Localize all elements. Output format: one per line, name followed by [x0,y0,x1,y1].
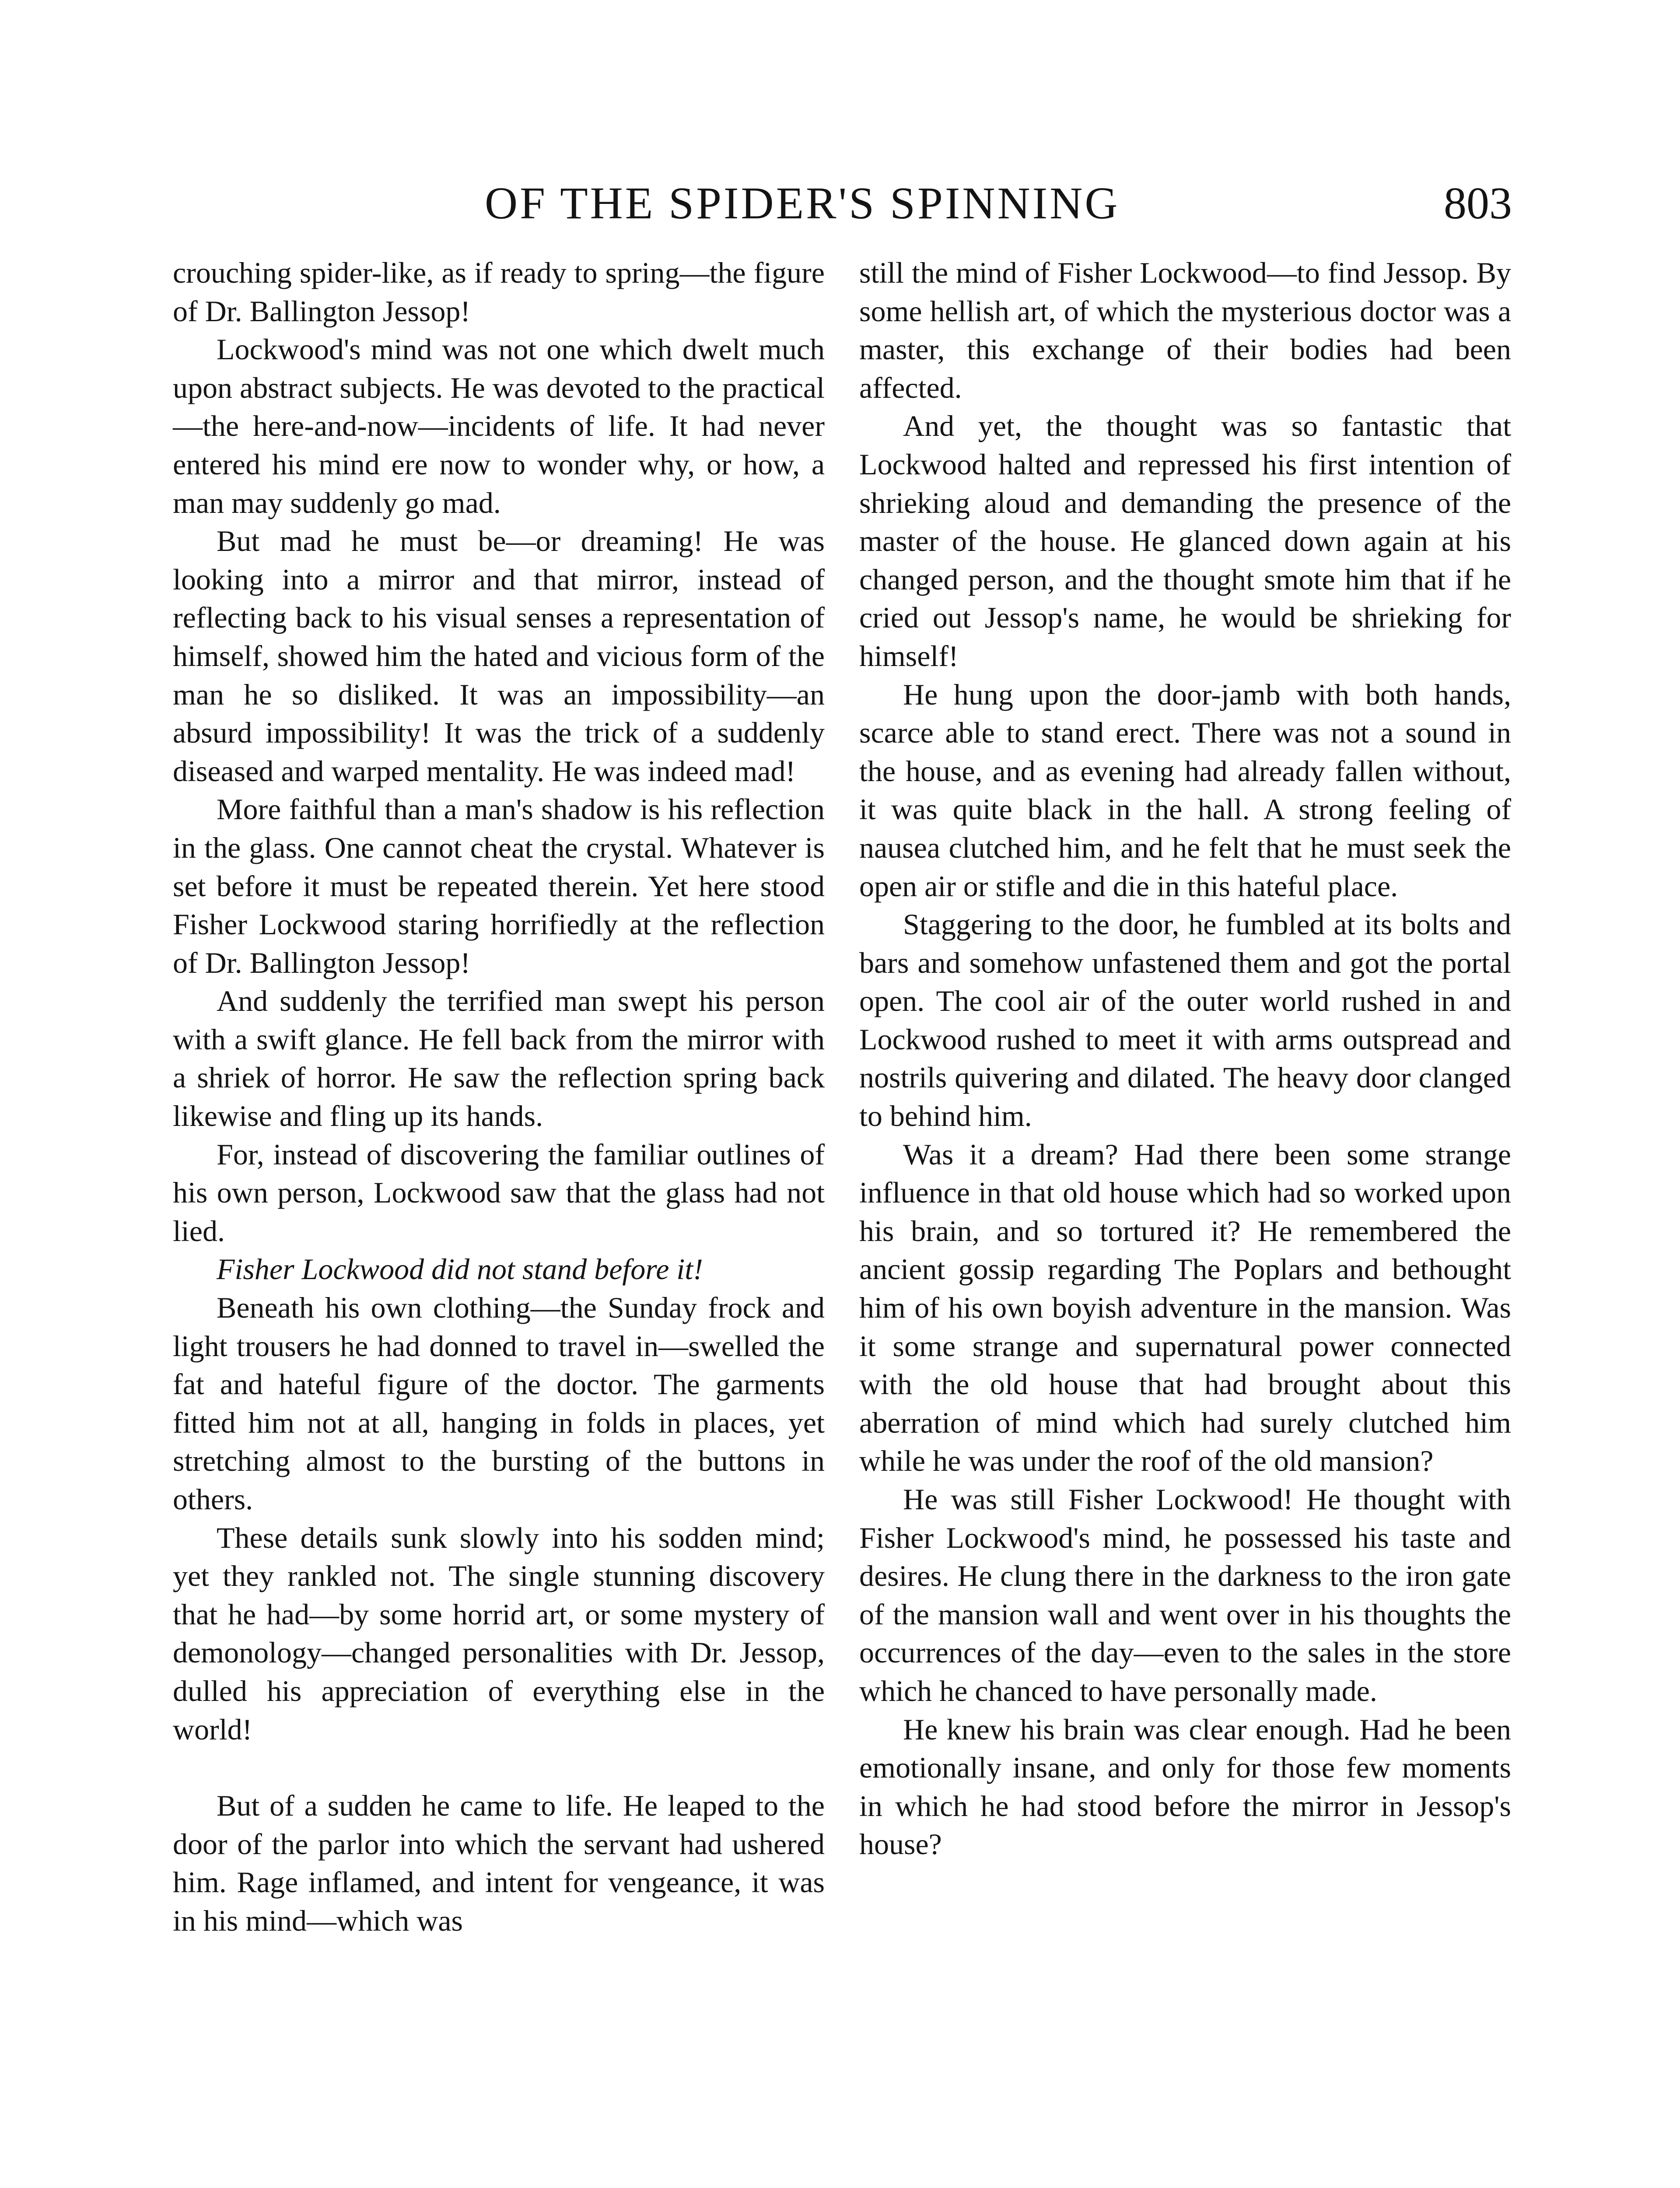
left-column [173,254,825,1940]
paragraph: He was still Fisher Lockwood! He thought with Fisher Lockwood's mind, he possessed his taste and desires. He clung there in the darkness to the iron gate of the mansion wall and went over in his thoughts the occurrences of the day—even to the sales in the store which he chanced to have personally made. [859,1483,1511,1708]
paragraph: Beneath his own clothing—the Sunday frock and light trousers he had donned to travel in—swelled the fat and hateful figure of the doctor. The garments fitted him not at all, hanging in folds in places, yet stretching almost to the bursting of the buttons in others. [173,1291,825,1516]
paragraph: crouching spider-like, as if ready to spring—the figure of Dr. Ballington Jessop! [173,256,825,328]
italic-paragraph [173,1250,825,1289]
paragraph: Was it a dream? Had there been some strange influence in that old house which had so worked upon his brain, and so tortured it? He remembered the ancient gossip regarding The Poplars and bethought him of his own boyish adventure in the mansion. Was it some strange and supernatural power connected with the old house that had brought about this aberration of mind which had surely clutched him while he was under the roof of the old mansion? [859,1137,1511,1478]
paragraph: More faithful than a man's shadow is his reflection in the glass. One cannot cheat the crystal. Whatever is set before it must be repeated therein. Yet here stood Fisher Lockwood staring horrifiedly at the reflection of Dr. Ballington Jessop! [173,792,825,979]
paragraph: He knew his brain was clear enough. Had he been emotionally insane, and only for those few moments in which he had stood before the mirror in Jessop's house? [859,1712,1511,1861]
running-header [0,171,1680,236]
italic-text: Fisher Lockwood did not stand before it! [217,1252,703,1286]
page-number: 803 [1444,178,1512,228]
paragraph: And suddenly the terrified man swept his person with a swift glance. He fell back from the mirror with a shriek of horror. He saw the reflection spring back likewise and fling up its hands. [173,984,825,1133]
paragraph: He hung upon the door-jamb with both hands, scarce able to stand erect. There was not a sound in the house, and as evening had already fallen without, it was quite black in the hall. A strong feeling of nausea clutched him, and he felt that he must seek the open air or stifle and die in this hateful place. [859,677,1511,903]
paragraph: But mad he must be—or dreaming! He was looking into a mirror and that mirror, instead of reflecting back to his visual senses a representation of himself, showed him the hated and vicious form of the man he so disliked. It was an impossibility—an absurd impossibility! It was the trick of a suddenly diseased and warped mentality. He was indeed mad! [173,524,825,788]
paragraph: Lockwood's mind was not one which dwelt much upon abstract subjects. He was devoted to the practical—the here-and-now—incidents of life. It had never entered his mind ere now to wonder why, or how, a man may suddenly go mad. [173,333,825,519]
paragraph: still the mind of Fisher Lockwood—to find Jessop. By some hellish art, of which the mysterious doctor was a master, this exchange of their bodies had been affected. [859,256,1511,404]
paragraph: But of a sudden he came to life. He leaped to the door of the parlor into which the servant had ushered him. Rage inflamed, and intent for vengeance, it was in his mind—which was [173,1789,825,1937]
paragraph: And yet, the thought was so fantastic that Lockwood halted and repressed his first intention of shrieking aloud and demanding the presence of the master of the house. He glanced down again at his changed person, and the thought smote him that if he cried out Jessop's name, he would be shrieking for himself! [859,409,1511,673]
paragraph: Staggering to the door, he fumbled at its bolts and bars and somehow unfastened them and got the portal open. The cool air of the outer world rushed in and Lockwood rushed to meet it with arms outspread and nostrils quivering and dilated. The heavy door clanged to behind him. [859,908,1511,1133]
paragraph: These details sunk slowly into his sodden mind; yet they rankled not. The single stunning discovery that he had—by some horrid art, or some mystery of demonology—changed personalities with Dr. Jessop, dulled his appreciation of everything else in the world! [173,1521,825,1746]
paragraph: For, instead of discovering the familiar outlines of his own person, Lockwood saw that the glass had not lied. [173,1137,825,1248]
right-column [859,254,1511,1864]
running-title: OF THE SPIDER'S SPINNING [485,178,1120,228]
